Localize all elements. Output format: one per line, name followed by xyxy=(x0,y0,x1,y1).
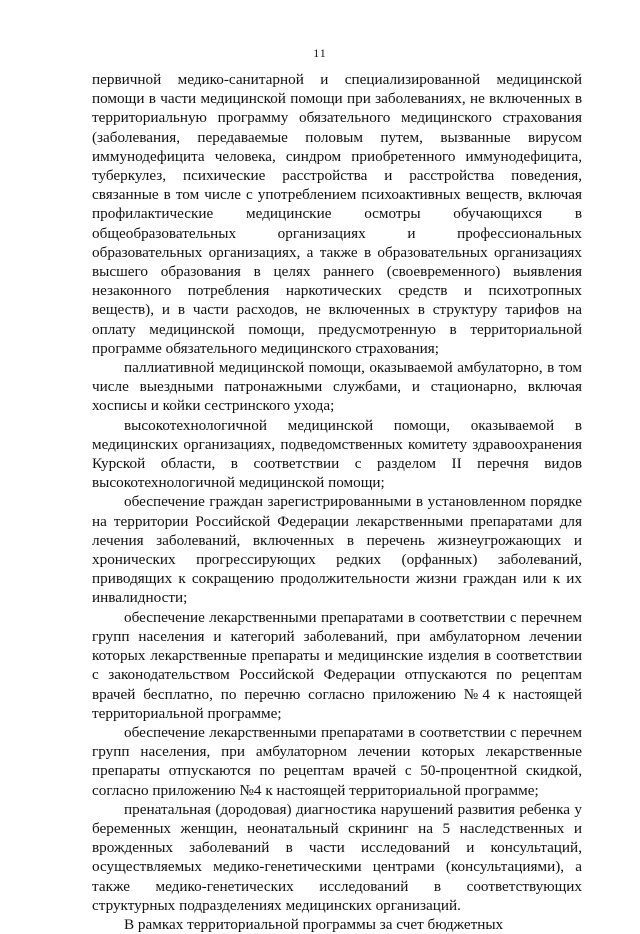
paragraph-palliative-care: паллиативной медицинской помощи, оказываемой амбулаторно, в том числе выездными патронажными службами, и стационарно, включая хосписы и койки сестринского ухода; xyxy=(92,359,582,415)
paragraph-discount-drugs: обеспечение лекарственными препаратами в соответствии с перечнем групп населения, при амбулаторном лечении которых лекарственные препараты отпускаются по рецептам врачей с 50-процентной скидкой, согласно приложению №4 к настоящей территориальной программе; xyxy=(92,723,582,799)
paragraph-primary-care: первичной медико-санитарной и специализированной медицинской помощи в части медицинской помощи при заболеваниях, не включенных в территориальную программу обязательного медицинского страхования (заболевания, передаваемые половым путем, вызванные вирусом иммунодефицита человека, синдром приобретенного иммунодефицита, туберкулез, психические расстройства и расстройства поведения, связанные в том числе с употреблением психоактивных веществ, включая профилактические медицинские осмотры обучающихся в общеобразовательных организациях и профессиональных образовательных организациях, а также в образовательных организациях высшего образования в целях раннего (своевременного) выявления незаконного потребления наркотических средств и психотропных веществ), и в части расходов, не включенных в структуру тарифов на оплату медицинской помощи, предусмотренную в территориальной программе обязательного медицинского страхования; xyxy=(92,71,582,357)
paragraph-high-tech-care: высокотехнологичной медицинской помощи, оказываемой в медицинских организациях, подведомственных комитету здравоохранения Курской области, в соответствии с разделом II перечня видов высокотехнологичной медицинской помощи; xyxy=(92,416,582,492)
document-body xyxy=(92,70,582,934)
paragraph-free-drugs: обеспечение лекарственными препаратами в соответствии с перечнем групп населения и категорий заболеваний, при амбулаторном лечении которых лекарственные препараты и медицинские изделия в соответствии с законодательством Российской Федерации отпускаются по рецептам врачей бесплатно, по перечню согласно приложению №4 к настоящей территориальной программе; xyxy=(92,608,582,722)
paragraph-prenatal-diagnostics: пренатальная (дородовая) диагностика нарушений развития ребенка у беременных женщин, неонатальный скрининг на 5 наследственных и врожденных заболеваний в части исследований и консультаций, осуществляемых медико-генетическими центрами (консультациями), а также медико-генетических исследований в соответствующих структурных подразделениях медицинских организаций. xyxy=(92,800,582,914)
page-number: 11 xyxy=(313,46,327,60)
paragraph-orphan-drugs: обеспечение граждан зарегистрированными в установленном порядке на территории Российской Федерации лекарственными препаратами для лечения заболеваний, включенных в перечень жизнеугрожающих и хронических прогрессирующих редких (орфанных) заболеваний, приводящих к сокращению продолжительности жизни граждан или к их инвалидности; xyxy=(92,493,582,607)
paragraph-budget-funding: В рамках территориальной программы за счет бюджетных xyxy=(124,915,504,933)
